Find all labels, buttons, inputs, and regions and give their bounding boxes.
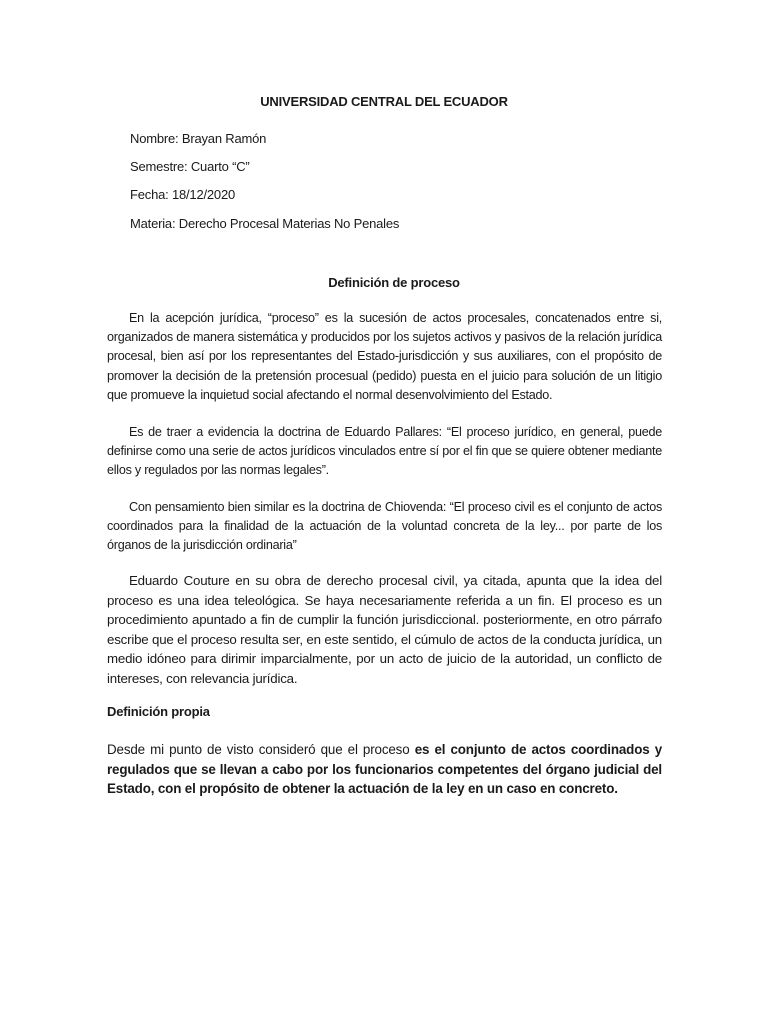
own-definition-intro: Desde mi punto de visto consideró que el proceso [107, 742, 415, 757]
university-title: UNIVERSIDAD CENTRAL DEL ECUADOR [260, 94, 508, 109]
section-title: Definición de proceso [328, 275, 460, 290]
own-definition-heading: Definición propia [107, 704, 210, 719]
own-definition-bold: es el conjunto de actos coordinados y regulados que se llevan a cabo por los funcionarios competentes del órgano judicial del Estado, con el propósito de obtener la actuación de la ley en un caso en concreto. [107, 742, 662, 796]
paragraph-3: Con pensamiento bien similar es la doctrina de Chiovenda: “El proceso civil es el conjunto de actos coordinados para la finalidad de la actuación de la voluntad concreta de la ley... por parte de los órganos de la jurisdicción ordinaria” [107, 500, 662, 553]
student-name: Nombre: Brayan Ramón [130, 131, 267, 146]
semester: Semestre: Cuarto “C” [130, 159, 250, 174]
subject: Materia: Derecho Procesal Materias No Penales [130, 216, 400, 231]
paragraph-4: Eduardo Couture en su obra de derecho procesal civil, ya citada, apunta que la idea del proceso es una idea teleológica. Se haya necesariamente referida a un fin. El proceso es un procedimiento apuntado a fin de cumplir la función jurisdiccional. posteriormente, en otro párrafo escribe que el proceso resulta ser, en este sentido, el cúmulo de actos de la conducta jurídica, un medio idóneo para dirimir imparcialmente, por un acto de juicio de la autoridad, un conflicto de intereses, con relevancia jurídica. [107, 573, 662, 686]
paragraph-2: Es de traer a evidencia la doctrina de Eduardo Pallares: “El proceso jurídico, en general, puede definirse como una serie de actos jurídicos vinculados entre sí por el fin que se quiere obtener mediante ellos y regulados por las normas legales”. [107, 425, 662, 478]
date: Fecha: 18/12/2020 [130, 187, 236, 202]
paragraph-1: En la acepción jurídica, “proceso” es la sucesión de actos procesales, concatenados entre si, organizados de manera sistemática y producidos por los sujetos activos y pasivos de la relación jurídica procesal, bien así por los representantes del Estado-jurisdicción y sus auxiliares, con el propósito de promover la decisión de la pretensión procesual (pedido) puesta en el juicio para solución de un litigio que promueve la inquietud social afectando el normal desenvolvimiento del Estado. [107, 311, 662, 402]
own-definition-text [107, 740, 662, 799]
